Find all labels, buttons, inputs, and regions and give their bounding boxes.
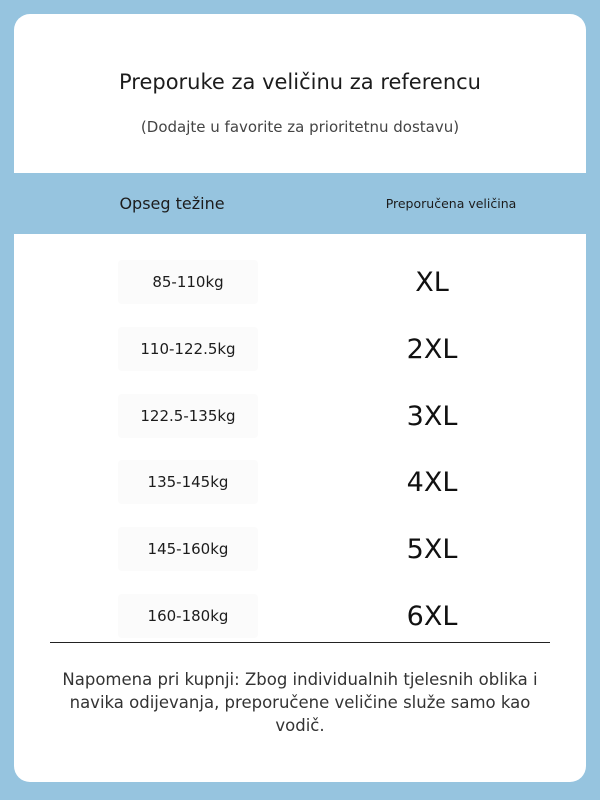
- weight-cell: 85-110kg: [118, 260, 258, 304]
- size-cell: 3XL: [406, 400, 458, 432]
- table-row: [14, 527, 586, 577]
- weight-cell: 145-160kg: [118, 527, 258, 571]
- weight-cell: 160-180kg: [118, 594, 258, 638]
- table-row: [14, 394, 586, 444]
- table-row: [14, 460, 586, 510]
- weight-cell: 122.5-135kg: [118, 394, 258, 438]
- page-title: Preporuke za veličinu za referencu: [118, 70, 481, 94]
- table-row: [14, 594, 586, 644]
- size-cell: 2XL: [406, 333, 458, 365]
- divider: [50, 642, 550, 643]
- purchase-note: Napomena pri kupnji: Zbog individualnih tjelesnih oblika i navika odijevanja, preporučene veličine služe samo kao vodič.: [62, 670, 538, 735]
- size-cell: 4XL: [406, 466, 458, 498]
- table-row: [14, 260, 586, 310]
- size-cell: 6XL: [406, 600, 458, 632]
- header-weight-range: Opseg težine: [119, 194, 225, 213]
- weight-cell: 135-145kg: [118, 460, 258, 504]
- size-cell: XL: [415, 266, 449, 298]
- header-recommended-size: Preporučena veličina: [385, 195, 517, 211]
- table-header: [14, 173, 586, 234]
- page-subtitle: (Dodajte u favorite za prioritetnu dostavu): [140, 118, 460, 136]
- table-row: [14, 327, 586, 377]
- size-guide-card: [14, 14, 586, 782]
- size-cell: 5XL: [406, 533, 458, 565]
- weight-cell: 110-122.5kg: [118, 327, 258, 371]
